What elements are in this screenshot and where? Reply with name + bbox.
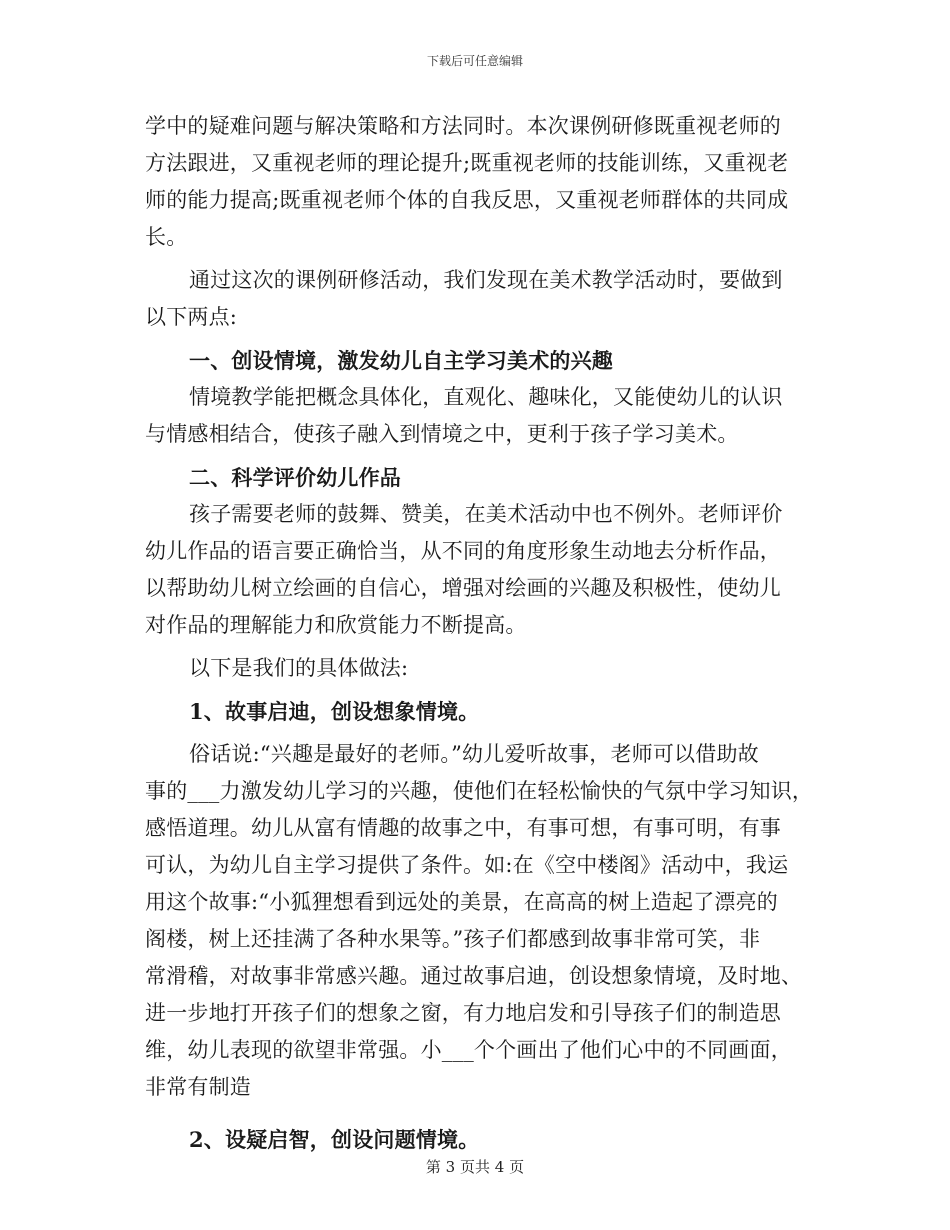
paragraph-line: 孩子需要老师的鼓舞、赞美，在美术活动中也不例外。老师评价: [189, 502, 783, 526]
paragraph-line: 可认，为幼儿自主学习提供了条件。如:在《空中楼阁》活动中，我运: [145, 853, 789, 877]
page-header: 下载后可任意编辑: [426, 54, 523, 68]
paragraph-line: 以帮助幼儿树立绘画的自信心，增强对绘画的兴趣及积极性，使幼儿: [145, 576, 781, 600]
paragraph-line: 阁楼，树上还挂满了各种水果等。”孩子们都感到故事非常可笑，非: [145, 927, 761, 951]
paragraph-line: 以下是我们的具体做法:: [189, 656, 409, 680]
paragraph-line: 用这个故事:“小狐狸想看到远处的美景，在高高的树上造起了漂亮的: [145, 890, 779, 914]
section-heading: 二、科学评价幼儿作品: [189, 465, 401, 490]
paragraph-line: 常滑稽，对故事非常感兴趣。通过故事启迪，创设想象情境，及时地、: [145, 964, 803, 988]
page-footer: 第 3 页共 4 页: [425, 1158, 525, 1176]
paragraph-line: 以下两点:: [145, 305, 238, 329]
paragraph-line: 情境教学能把概念具体化，直观化、趣味化，又能使幼儿的认识: [189, 385, 783, 409]
paragraph-line: 方法跟进，又重视老师的理论提升;既重视老师的技能训练，又重视老: [145, 151, 789, 175]
document-body: [145, 108, 815, 1158]
paragraph-line: 非常有制造: [145, 1075, 251, 1099]
subsection-heading: 1、故事启迪，创设想象情境。: [189, 699, 480, 724]
subsection-heading: 2、设疑启智，创设问题情境。: [189, 1127, 480, 1152]
paragraph-line: 进一步地打开孩子们的想象之窗，有力地启发和引导孩子们的制造思: [145, 1001, 781, 1025]
paragraph-line: 俗话说:“兴趣是最好的老师。”幼儿爱听故事，老师可以借助故: [189, 742, 759, 766]
paragraph-line: 学中的疑难问题与解决策略和方法同时。本次课例研修既重视老师的: [145, 114, 781, 138]
paragraph-line: 幼儿作品的语言要正确恰当，从不同的角度形象生动地去分析作品，: [145, 539, 781, 563]
paragraph-line: 感悟道理。幼儿从富有情趣的故事之中，有事可想，有事可明，有事: [145, 816, 781, 840]
paragraph-line: 通过这次的课例研修活动，我们发现在美术教学活动时，要做到: [189, 268, 783, 292]
paragraph-line: 对作品的理解能力和欣赏能力不断提高。: [145, 613, 527, 637]
paragraph-line: 师的能力提高;既重视老师个体的自我反思，又重视老师群体的共同成: [145, 188, 789, 212]
section-heading: 一、创设情境，激发幼儿自主学习美术的兴趣: [189, 348, 613, 373]
paragraph-line: 长。: [145, 225, 188, 249]
paragraph-line: 与情感相结合，使孩子融入到情境之中，更利于孩子学习美术。: [145, 422, 739, 446]
paragraph-line: 事的___力激发幼儿学习的兴趣，使他们在轻松愉快的气氛中学习知识，: [145, 779, 814, 803]
paragraph-line: 维，幼儿表现的欲望非常强。小___个个画出了他们心中的不同画面，: [145, 1038, 792, 1062]
